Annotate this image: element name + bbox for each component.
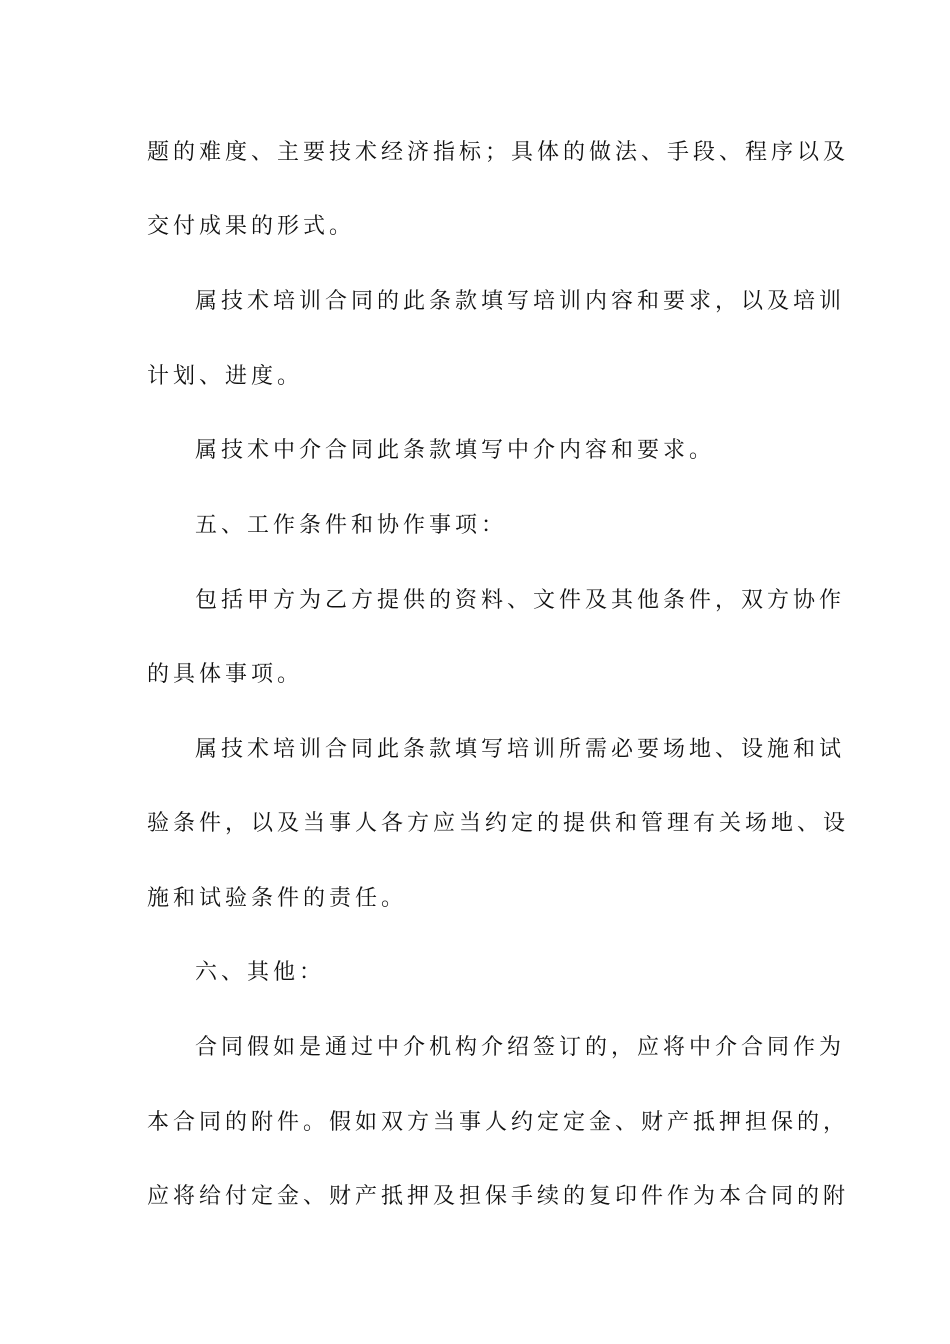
text-line: 计划、进度。 <box>147 364 304 389</box>
text-line: 应将给付定金、财产抵押及担保手续的复印件作为本合同的附 <box>147 1184 850 1209</box>
text-line: 题的难度、主要技术经济指标；具体的做法、手段、程序以及 <box>147 140 850 165</box>
text-line: 交付成果的形式。 <box>147 214 356 239</box>
text-line: 属技术中介合同此条款填写中介内容和要求。 <box>195 438 716 463</box>
text-line: 的具体事项。 <box>147 662 304 687</box>
text-line: 属技术培训合同的此条款填写培训内容和要求，以及培训 <box>195 289 846 314</box>
text-line: 验条件，以及当事人各方应当约定的提供和管理有关场地、设 <box>147 811 850 836</box>
text-line: 包括甲方为乙方提供的资料、文件及其他条件，双方协作 <box>195 588 846 613</box>
text-line: 合同假如是通过中介机构介绍签订的，应将中介合同作为 <box>195 1035 846 1060</box>
section-heading: 六、其他： <box>195 960 326 985</box>
section-heading: 五、工作条件和协作事项： <box>195 513 508 538</box>
text-line: 本合同的附件。假如双方当事人约定定金、财产抵押担保的， <box>147 1110 850 1135</box>
text-line: 施和试验条件的责任。 <box>147 886 408 911</box>
text-line: 属技术培训合同此条款填写培训所需必要场地、设施和试 <box>195 737 846 762</box>
